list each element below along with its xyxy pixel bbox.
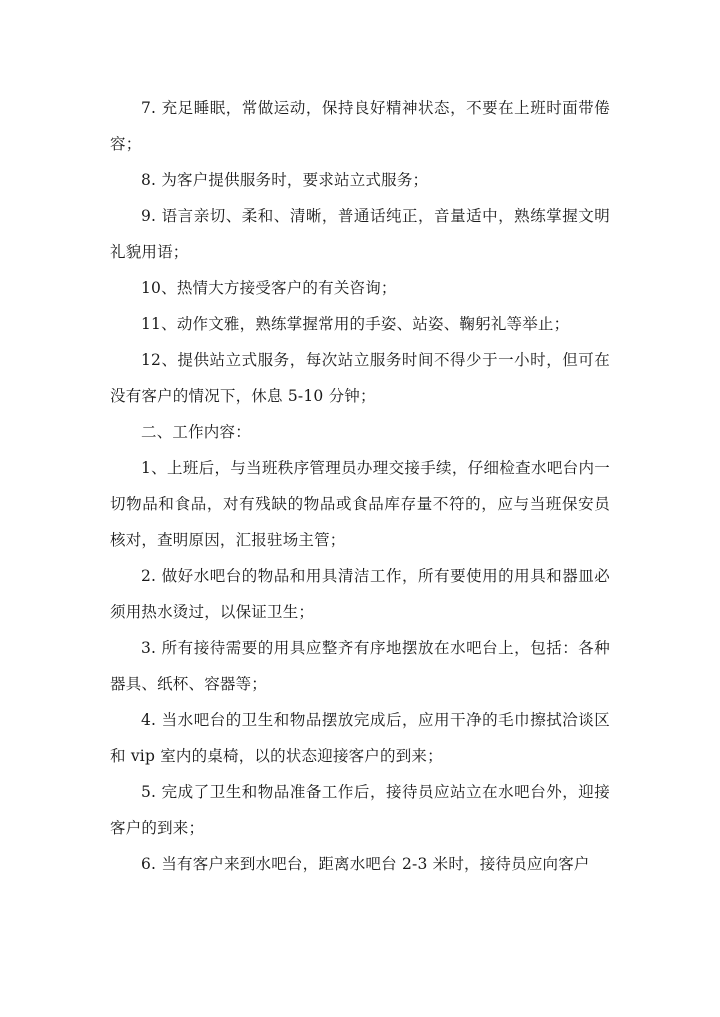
document-body xyxy=(110,90,610,882)
paragraph-rule-7: 7. 充足睡眠，常做运动，保持良好精神状态，不要在上班时面带倦容； xyxy=(110,99,610,153)
paragraph-rule-8: 8. 为客户提供服务时，要求站立式服务； xyxy=(141,171,429,189)
paragraph-task-3: 3. 所有接待需要的用具应整齐有序地摆放在水吧台上，包括：各种器具、纸杯、容器等； xyxy=(110,639,610,693)
paragraph-rule-10: 10、热情大方接受客户的有关咨询； xyxy=(141,279,397,297)
paragraph-task-6: 6. 当有客户来到水吧台，距离水吧台 2-3 米时，接待员应向客户 xyxy=(141,855,590,873)
paragraph-rule-12: 12、提供站立式服务，每次站立服务时间不得少于一小时，但可在没有客户的情况下，休息 5-10 分钟； xyxy=(110,351,610,405)
paragraph-rule-11: 11、动作文雅，熟练掌握常用的手姿、站姿、鞠躬礼等举止； xyxy=(141,315,570,333)
paragraph-task-4: 4. 当水吧台的卫生和物品摆放完成后，应用干净的毛巾擦拭洽谈区和 vip 室内的桌椅，以的状态迎接客户的到来； xyxy=(110,711,610,765)
paragraph-task-5: 5. 完成了卫生和物品准备工作后，接待员应站立在水吧台外，迎接客户的到来； xyxy=(110,783,610,837)
paragraph-rule-9: 9. 语言亲切、柔和、清晰，普通话纯正，音量适中，熟练掌握文明礼貌用语； xyxy=(110,207,610,261)
paragraph-task-2: 2. 做好水吧台的物品和用具清洁工作，所有要使用的用具和器皿必须用热水烫过，以保证卫生； xyxy=(110,567,610,621)
paragraph-task-1: 1、上班后，与当班秩序管理员办理交接手续，仔细检查水吧台内一切物品和食品，对有残缺的物品或食品库存量不符的，应与当班保安员核对，查明原因，汇报驻场主管； xyxy=(110,459,610,549)
section-heading-work-content: 二、工作内容： xyxy=(141,423,251,441)
